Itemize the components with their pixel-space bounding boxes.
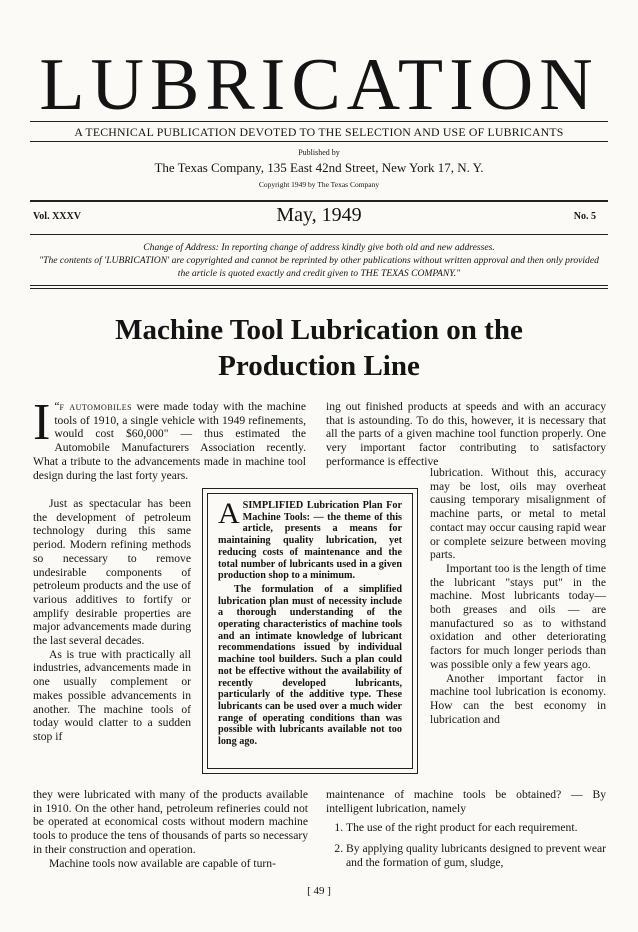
benefit-item-2: 2. By applying quality lubricants designed to prevent wear and the formation of gum, sludge, <box>346 842 606 869</box>
masthead-rule-top <box>30 121 608 122</box>
issue-rule-bottom <box>30 234 608 235</box>
drop-cap: I <box>33 394 51 451</box>
right-paragraph-1: ing out finished products at speeds and with an accuracy that is astounding. To do this, however, it is necessary that all the parts of a given machine tool function properly. One very important factor contributing to satisfactory performance is effective <box>326 400 606 468</box>
benefits-list <box>326 821 606 869</box>
paragraph-industries: As is true with practically all industries, advancements made in one usually complement or makes possible advancements in another. The machine tools of today would clatter to a sudden stop if <box>33 647 191 743</box>
summary-box <box>202 488 418 774</box>
bottom-left-paragraph-2: Machine tools now available are capable of turn- <box>49 856 276 870</box>
summary-paragraph-1 <box>218 497 402 582</box>
bottom-left-paragraph-1: they were lubricated with many of the products available in 1910. On the other hand, petroleum refineries could not be operated at economical costs without modern machine tools to produce the tens of thousands of parts so necessary in their construction and operation. <box>33 788 308 856</box>
summary-paragraph-2: The formulation of a simplified lubrication plan must of necessity include a thorough understanding of the operating characteristics of machine tools and an intimate knowledge of lubricant recommendations issued by individual machine tool builders. Such a plan could not be effective without the availability of recently developed lubricants, particularly of the additive type. These lubricants can be used over a much wider range of operating conditions than was possible with lubricants available not too long ago. <box>218 583 402 748</box>
right-paragraph-1-continued: lubrication. Without this, accuracy may be lost, oils may overheat causing temporary misalignment of machine parts, or metal to metal contact may occur causing rapid wear or complete seizure between moving parts. <box>430 466 606 562</box>
left-column-top <box>33 394 306 482</box>
bottom-right-paragraph: maintenance of machine tools be obtained? — By intelligent lubrication, namely <box>326 788 606 815</box>
right-column-top <box>326 400 606 469</box>
paragraph-petroleum: Just as spectacular has been the development of petroleum technology during this same period. Modern refining methods so necessary to remove undesirable components of petroleum products and the use of various additives to fortify or amplify desirable properties are major advancements made during the last several decades. <box>33 497 191 648</box>
right-paragraph-3: Another important factor in machine tool lubrication is economy. How can the best economy in lubrication and <box>430 671 606 726</box>
volume: Vol. XXXV <box>33 211 81 222</box>
notice-address: Change of Address: In reporting change of address kindly give both old and new addresses. <box>143 242 495 253</box>
summary-box-inner <box>207 493 413 769</box>
left-column-narrow <box>33 497 191 744</box>
issue-rule-top <box>30 200 608 202</box>
summary-text-1: SIMPLIFIED Lubrication Plan For Machine Tools: — the theme of this article, presents a means for maintaining quality lubrication, yet reducing costs of maintenance and the total number of lubricants used in a given production shop to a minimum. <box>218 500 402 582</box>
summary-drop-cap: A <box>218 497 240 530</box>
notice-copyright: "The contents of 'LUBRICATION' are copyrighted and cannot be reprinted by other publications without written approval and then only provided the article is quoted exactly and credit given to THE TEXAS COMPANY." <box>39 255 599 279</box>
copyright: Copyright 1949 by The Texas Company <box>258 180 380 189</box>
issue-date: May, 1949 <box>276 204 362 226</box>
notice-rule-1 <box>30 285 608 286</box>
bottom-right-column <box>326 788 606 877</box>
subtitle: A TECHNICAL PUBLICATION DEVOTED TO THE SELECTION AND USE OF LUBRICANTS <box>74 125 564 139</box>
benefit-item-1: 1. The use of the right product for each requirement. <box>346 821 606 835</box>
right-paragraph-2: Important too is the length of time the lubricant "stays put" in the machine. Most lubricants today—both greases and oils — are manufactured so as to withstand oxidation and other deteriorating factors for much longer periods than was possible only a few years ago. <box>430 561 606 671</box>
intro-smallcaps: f automobiles <box>59 400 133 413</box>
right-column-narrow <box>430 466 606 726</box>
open-quote: “ <box>54 400 60 413</box>
notice <box>36 241 602 280</box>
issue-number: No. 5 <box>573 211 596 222</box>
intro-text: were made today with the machine tools of 1910, a single vehicle with 1949 refinements, would cost $60,000" — thus estimated the Automobile Manufacturers Association recently. What a tribute to the advancements made in machine tool design during the last forty years. <box>33 400 306 482</box>
article-title-line1: Machine Tool Lubrication on the <box>115 314 523 346</box>
masthead: LUBRICATION <box>39 44 599 126</box>
bottom-left-column <box>33 788 308 870</box>
article-title-line2: Production Line <box>218 350 420 382</box>
article-title <box>0 312 638 384</box>
masthead-rule-bottom <box>30 141 608 142</box>
notice-rule-2 <box>30 288 608 289</box>
published-by: Published by <box>298 148 340 157</box>
publisher-company: The Texas Company, 135 East 42nd Street, New York 17, N. Y. <box>154 160 484 175</box>
intro-paragraph <box>33 394 306 482</box>
page-number: [ 49 ] <box>307 885 331 897</box>
